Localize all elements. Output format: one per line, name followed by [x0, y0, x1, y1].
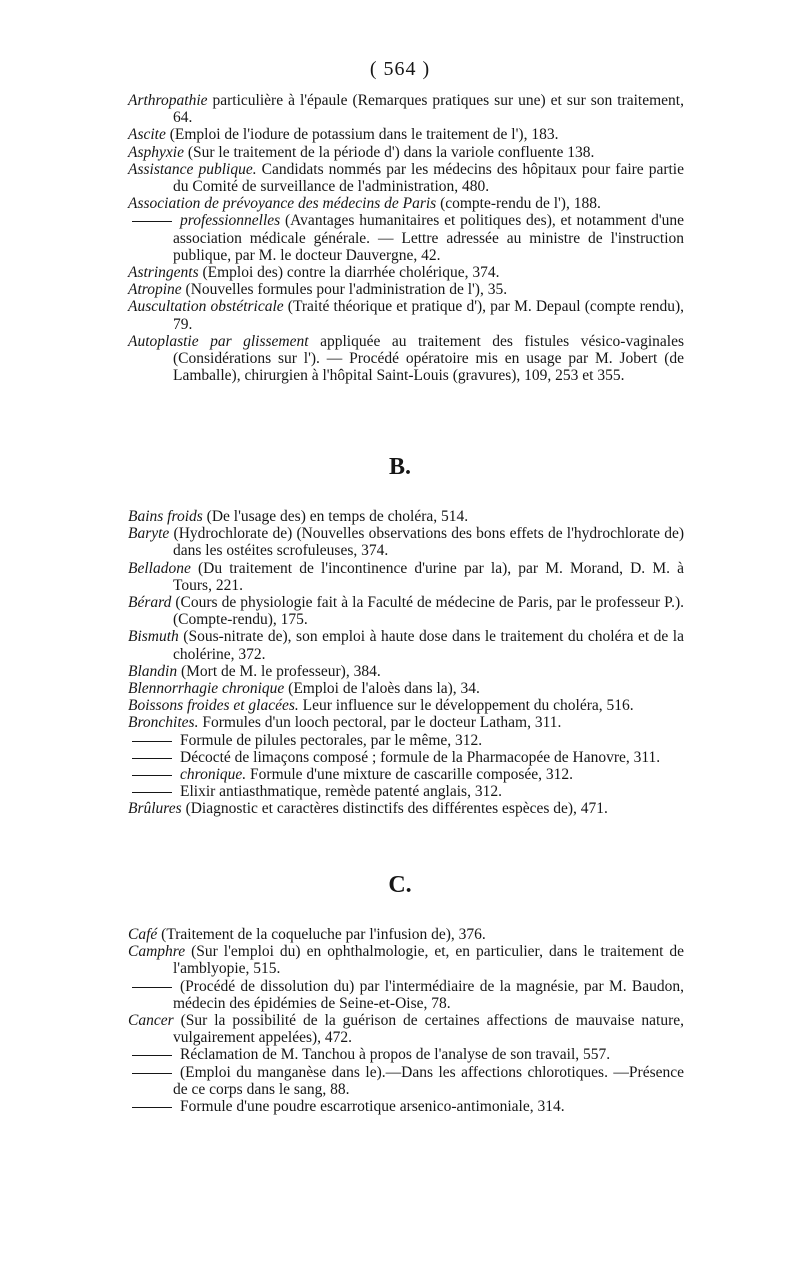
entry-subheading: professionnelles [180, 212, 281, 230]
page-number: ( 564 ) [369, 58, 431, 80]
entry-text: (Cours de physiologie fait à la Faculté de médecine de Paris, par le professeur P.). (Compte-rendu), 175. [171, 594, 684, 629]
entry-heading: Bronchites. [128, 714, 199, 732]
entry-heading: Café [128, 926, 158, 943]
entry-heading: Blennorrhagie chronique [128, 680, 285, 698]
ditto-dash [128, 1064, 180, 1081]
index-entry [128, 628, 684, 662]
entry-heading: Assistance publique. [128, 160, 257, 178]
entry-text: (Du traitement de l'incontinence d'urine par la), par M. Morand, D. M. à Tours, 221. [173, 559, 684, 594]
index-entry [128, 92, 684, 126]
index-entry [128, 1012, 684, 1046]
entry-text: Formule d'une mixture de cascarille composée, 312. [246, 766, 574, 784]
entry-heading: Atropine [128, 281, 182, 299]
index-entry [128, 732, 684, 749]
entry-heading: Brûlures [128, 800, 182, 818]
index-entry [128, 1046, 684, 1063]
ditto-dash [128, 978, 180, 995]
section-letter-c: C. [388, 872, 412, 898]
entry-heading: Autoplastie par glissement [128, 332, 309, 350]
entry-text: Décocté de limaçons composé ; formule de la Pharmacopée de Hanovre, 311. [180, 748, 661, 766]
entry-text: Formule d'une poudre escarrotique arsenico-antimoniale, 314. [180, 1098, 565, 1116]
index-entry [128, 594, 684, 628]
ditto-dash [128, 783, 180, 800]
entry-heading: Bérard [128, 594, 172, 612]
index-entry [128, 800, 684, 817]
entry-heading: Belladone [128, 559, 191, 577]
index-section-b [128, 508, 684, 818]
entry-text: (Sur l'emploi du) en ophthalmologie, et, en particulier, dans le traitement de l'amblyopie, 515. [173, 943, 684, 978]
index-entry [128, 1064, 684, 1098]
index-entry [128, 749, 684, 766]
entry-subheading: chronique. [180, 766, 247, 784]
entry-text: (Hydrochlorate de) (Nouvelles observations des bons effets de l'hydrochlorate de) dans les ostéites scrofuleuses, 374. [169, 525, 684, 560]
index-section-c [128, 926, 684, 1115]
entry-text: Candidats nommés par les médecins des hôpitaux pour faire partie du Comité de surveillance de l'administration, 480. [173, 160, 684, 196]
entry-text: Formules d'un looch pectoral, par le docteur Latham, 311. [198, 714, 562, 732]
entry-heading: Baryte [128, 525, 170, 543]
entry-text: (Sur la possibilité de la guérison de certaines affections de mauvaise nature, vulgairement appelées), 472. [173, 1012, 684, 1047]
entry-text: (Avantages humanitaires et politiques des), et notamment d'une association médicale générale. — Lettre adressée au ministre de l'instruction publique, par M. le docteur Dauvergne, 42. [173, 212, 684, 264]
entry-text: Leur influence sur le développement du choléra, 516. [298, 697, 634, 715]
index-entry [128, 680, 684, 697]
ditto-dash [128, 732, 180, 749]
entry-text: (Mort de M. le professeur), 384. [177, 662, 381, 680]
index-entry [128, 560, 684, 594]
entry-text: (Emploi de l'iodure de potassium dans le traitement de l'), 183. [165, 126, 559, 144]
entry-text: (Traitement de la coqueluche par l'infusion de), 376. [157, 926, 486, 943]
index-entry [128, 333, 684, 385]
entry-text: appliquée au traitement des fistules vésico-vaginales (Considérations sur l'). — Procédé opératoire mis en usage par M. Jobert (de Lamballe), chirurgien à l'hôpital Saint-Louis (gravures), 109, 253 et 355. [173, 332, 684, 385]
section-letter-b: B. [388, 454, 411, 480]
entry-text: particulière à l'épaule (Remarques pratiques sur une) et sur son traitement, 64. [173, 92, 684, 127]
entry-heading: Ascite [128, 126, 166, 144]
index-entry [128, 281, 684, 298]
entry-text: (Diagnostic et caractères distinctifs des différentes espèces de), 471. [181, 800, 608, 818]
index-entry [128, 195, 684, 212]
entry-heading: Arthropathie [128, 92, 208, 109]
ditto-dash [128, 749, 180, 766]
index-entry [128, 298, 684, 332]
entry-text: (Sur le traitement de la période d') dans la variole confluente 138. [183, 143, 595, 161]
index-entry [128, 1098, 684, 1115]
entry-text: (Sous-nitrate de), son emploi à haute dose dans le traitement du choléra et de la cholérine, 372. [173, 628, 684, 663]
entry-heading: Boissons froides et glacées. [128, 697, 299, 715]
index-entry [128, 766, 684, 783]
entry-heading: Bains froids [128, 508, 203, 525]
index-entry [128, 161, 684, 195]
entry-heading: Camphre [128, 943, 186, 961]
index-entry [128, 126, 684, 143]
entry-heading: Astringents [128, 264, 199, 282]
entry-text: (Emploi des) contre la diarrhée cholérique, 374. [198, 264, 500, 282]
index-entry [128, 783, 684, 800]
index-entry [128, 978, 684, 1012]
index-entry [128, 943, 684, 977]
entry-text: (compte-rendu de l'), 188. [436, 195, 601, 213]
index-entry [128, 926, 684, 943]
ditto-dash [128, 1046, 180, 1063]
entry-heading: Auscultation obstétricale [128, 298, 284, 316]
entry-text: (Emploi de l'aloès dans la), 34. [284, 680, 480, 698]
ditto-dash [128, 212, 180, 229]
index-section-a [128, 92, 684, 384]
entry-text: (Traité théorique et pratique d'), par M. Depaul (compte rendu), 79. [173, 298, 684, 333]
ditto-dash [128, 766, 180, 783]
entry-heading: Cancer [128, 1012, 174, 1030]
entry-heading: Asphyxie [128, 143, 184, 161]
entry-heading: Blandin [128, 662, 178, 680]
index-entry [128, 144, 684, 161]
entry-text: Réclamation de M. Tanchou à propos de l'analyse de son travail, 557. [180, 1046, 611, 1064]
entry-text: (Emploi du manganèse dans le).—Dans les affections chlorotiques. —Présence de ce corps dans le sang, 88. [173, 1063, 684, 1098]
index-entry [128, 264, 684, 281]
index-entry [128, 697, 684, 714]
entry-text: (Nouvelles formules pour l'administration de l'), 35. [181, 281, 508, 299]
entry-heading: Association de prévoyance des médecins de Paris [128, 195, 437, 213]
entry-text: (De l'usage des) en temps de choléra, 514. [202, 508, 469, 525]
entry-text: (Procédé de dissolution du) par l'intermédiaire de la magnésie, par M. Baudon, médecin des épidémies de Seine-et-Oise, 78. [173, 977, 684, 1012]
entry-heading: Bismuth [128, 628, 179, 646]
index-entry [128, 663, 684, 680]
entry-text: Elixir antiasthmatique, remède patenté anglais, 312. [180, 783, 502, 801]
entry-text: Formule de pilules pectorales, par le même, 312. [180, 731, 483, 749]
index-entry [128, 525, 684, 559]
index-entry [128, 212, 684, 264]
ditto-dash [128, 1098, 180, 1115]
index-entry [128, 508, 684, 525]
index-entry [128, 714, 684, 731]
